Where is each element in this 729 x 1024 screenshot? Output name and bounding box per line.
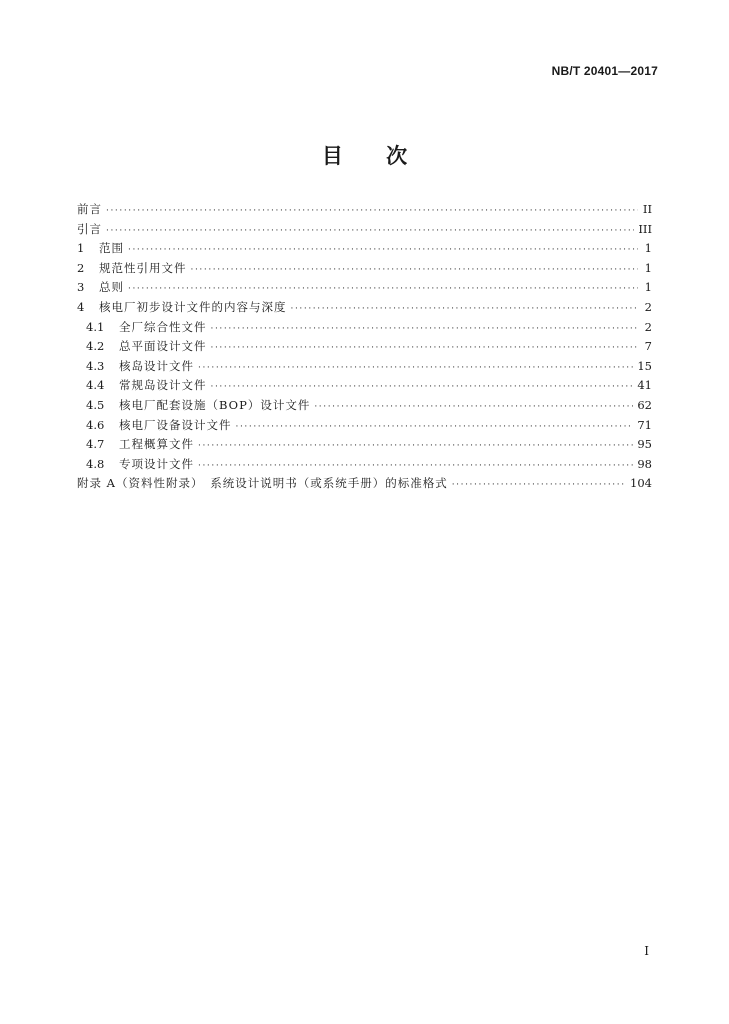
toc-entry-page: 7 [644,339,652,354]
toc-entry-number: 4.1 [86,319,105,334]
toc-entry[interactable] [77,278,652,298]
page-number: I [644,944,649,958]
toc-entry-number: 1 [77,241,85,256]
toc-entry[interactable] [77,435,652,455]
toc-entry-label: 核岛设计文件 [119,358,194,373]
toc-entry-number: 4.6 [86,417,105,432]
toc-entry-number: 4.7 [86,437,105,452]
toc-entry-page: 98 [637,456,652,471]
toc-entry-label: 常规岛设计文件 [119,378,207,393]
toc-entry-number: 4.5 [86,397,105,412]
toc-entry[interactable] [77,357,652,377]
toc-entry-page: 104 [630,476,652,491]
dot-leader [106,222,634,242]
dot-leader [128,241,638,261]
toc-entry-number: 4.2 [86,339,105,354]
dot-leader [452,476,626,496]
toc-entry-number: 2 [77,260,85,275]
toc-entry-number: 3 [77,280,85,295]
toc-entry[interactable] [77,474,652,494]
toc-entry[interactable] [77,376,652,396]
dot-leader [314,398,633,418]
table-of-contents [77,200,652,494]
toc-entry-page: III [638,221,652,236]
toc-entry-label: 核电厂配套设施（BOP）设计文件 [119,397,311,412]
toc-entry[interactable] [77,455,652,475]
toc-entry[interactable] [77,318,652,338]
toc-entry-label: 规范性引用文件 [99,260,187,275]
document-code: NB/T 20401—2017 [551,64,658,78]
toc-entry-label: 引言 [77,221,102,236]
toc-entry[interactable] [77,220,652,240]
toc-entry-page: 15 [637,358,652,373]
toc-entry-label: 全厂综合性文件 [119,319,207,334]
toc-entry[interactable] [77,200,652,220]
toc-entry-number: 4 [77,299,85,314]
toc-entry-page: 2 [644,299,652,314]
toc-entry-label: 专项设计文件 [119,456,194,471]
toc-entry-page: 1 [644,260,652,275]
toc-entry-page: 71 [637,417,652,432]
toc-entry-page: 1 [644,241,652,256]
dot-leader [106,202,638,222]
page-title: 目 次 [321,144,426,168]
toc-entry-label: 核电厂初步设计文件的内容与深度 [99,299,287,314]
toc-entry[interactable] [77,396,652,416]
dot-leader [198,437,633,457]
toc-entry-number: 4.8 [86,456,105,471]
toc-entry[interactable] [77,337,652,357]
toc-entry-label: 工程概算文件 [119,437,194,452]
toc-entry-label: 附录 A（资料性附录） 系统设计说明书（或系统手册）的标准格式 [77,476,448,491]
toc-entry[interactable] [77,259,652,279]
toc-entry[interactable] [77,416,652,436]
toc-entry[interactable] [77,298,652,318]
dot-leader [211,320,639,340]
dot-leader [191,261,639,281]
toc-entry-page: 95 [637,437,652,452]
dot-leader [291,300,639,320]
toc-entry-label: 范围 [99,241,124,256]
toc-entry[interactable] [77,239,652,259]
toc-entry-label: 总平面设计文件 [119,339,207,354]
toc-entry-label: 核电厂设备设计文件 [119,417,232,432]
dot-leader [211,339,639,359]
toc-entry-page: 2 [644,319,652,334]
toc-entry-label: 总则 [99,280,124,295]
dot-leader [198,359,633,379]
dot-leader [236,418,634,438]
toc-entry-page: II [642,202,652,216]
toc-entry-page: 41 [637,378,652,393]
toc-entry-number: 4.4 [86,378,105,393]
toc-entry-label: 前言 [77,202,102,216]
toc-entry-page: 62 [637,397,652,412]
toc-entry-page: 1 [644,280,652,295]
toc-entry-number: 4.3 [86,358,105,373]
